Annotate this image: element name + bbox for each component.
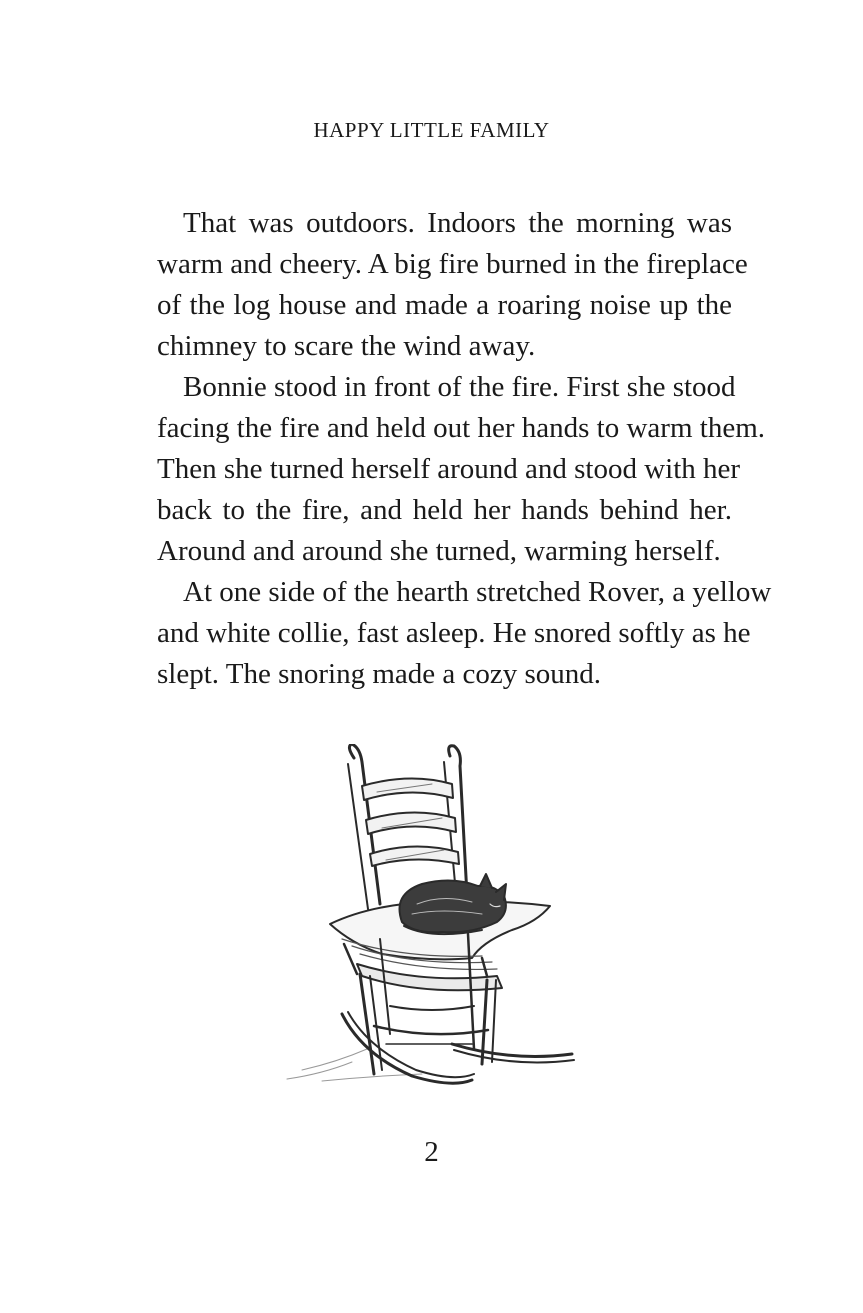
- paragraph: [131, 572, 772, 695]
- text-line: slept. The snoring made a cozy sound.: [157, 658, 602, 690]
- text-line: and white collie, fast asleep. He snored softly as he: [157, 617, 751, 649]
- text-line: facing the fire and held out her hands to warm them.: [157, 412, 765, 444]
- text-line: chimney to scare the wind away.: [157, 330, 536, 362]
- text-line: warm and cheery. A big fire burned in the fireplace: [157, 248, 748, 280]
- paragraph: [131, 367, 765, 572]
- running-head: HAPPY LITTLE FAMILY: [313, 118, 550, 142]
- text-line: Bonnie stood in front of the fire. First she stood: [183, 371, 736, 403]
- text-line: of the log house and made a roaring noise up the: [157, 289, 732, 321]
- rocking-chair-with-sleeping-cat-icon: [282, 744, 582, 1089]
- text-line: Around and around she turned, warming herself.: [157, 535, 721, 567]
- text-line: That was outdoors. Indoors the morning was: [183, 207, 732, 239]
- page-number: 2: [424, 1136, 439, 1168]
- text-line: Then she turned herself around and stood with her: [157, 453, 741, 485]
- paragraph: [131, 203, 748, 367]
- text-line: back to the fire, and held her hands behind her.: [157, 494, 732, 526]
- text-line: At one side of the hearth stretched Rover, a yellow: [183, 576, 772, 608]
- body-text: [131, 203, 772, 695]
